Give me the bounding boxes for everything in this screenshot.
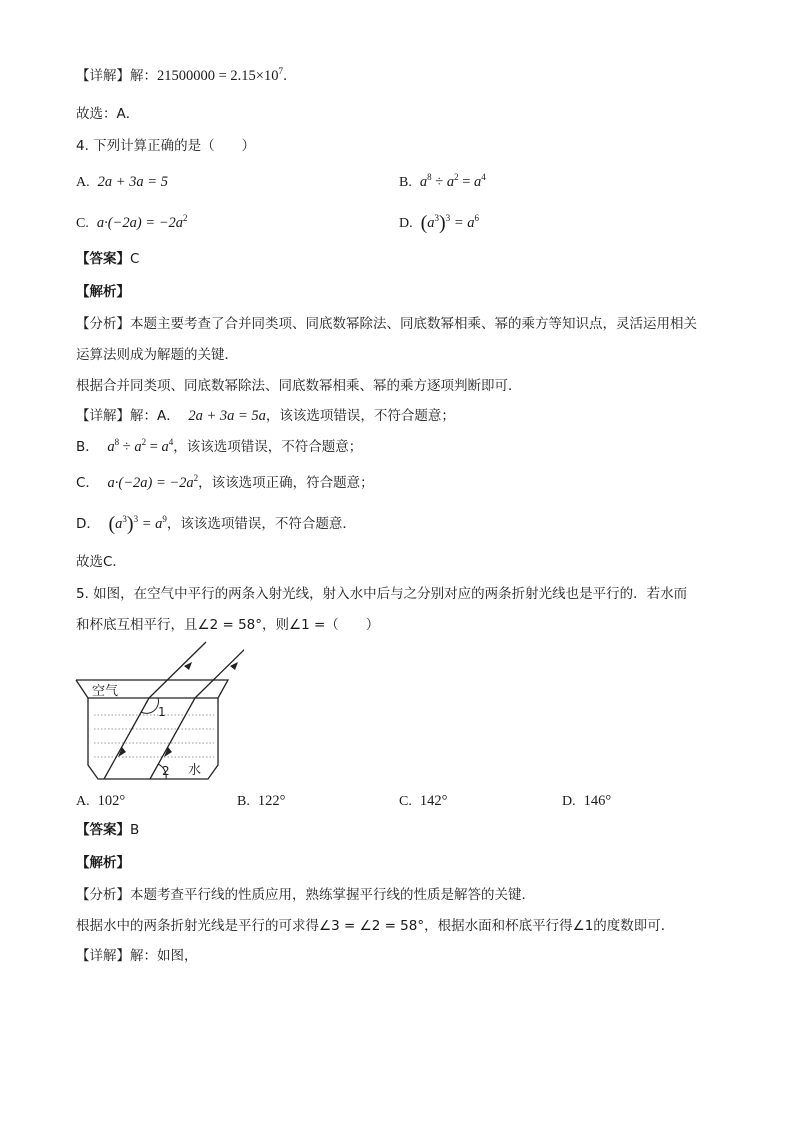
q4-option-b-eq: = [458,174,474,190]
q4-answer-value: C [130,251,140,267]
q4-detail-d-lparen: ( [108,513,116,535]
q5-option-b-label: B. [237,794,250,809]
q4-detail-d-inner-exp: 3 [122,514,127,524]
q5-option-a-value: 102° [97,793,126,809]
q4-detail-d-text: ，该该选项错误，不符合题意． [166,516,356,532]
q5-answer-tag: 【答案】 [76,822,130,838]
q5-option-d-value: 146° [583,793,612,809]
q3-choose: 故选：A． [76,106,140,122]
q4-option-c-label: C. [76,216,89,231]
q5-option-c[interactable] [399,790,447,813]
q4-detail-c-text: ，该该选项正确，符合题意； [198,475,374,491]
q4-option-b-exp1: 8 [427,172,432,182]
q4-option-b-label: B. [399,175,412,190]
q5-stem-2: 和杯底互相平行，且∠2 = 58°，则∠1 =（ ） [76,617,380,633]
q4-detail-b-eq: = [146,439,162,455]
q4-detail-b-exp3: 4 [168,437,174,447]
q5-analysis-1: 【分析】本题考查平行线的性质应用，熟练掌握平行线的性质是解答的关键． [76,887,535,903]
q4-option-c-exp: 2 [182,213,188,223]
angle-1-arc [141,698,158,713]
q4-detail-c [76,473,374,493]
incident-ray-1 [149,642,206,698]
q5-answer [76,820,139,840]
refracted-ray-1 [104,698,149,779]
q4-option-d-inner: a [427,215,435,231]
q4-detail-c-exp: 2 [193,473,199,483]
q4-detail-d-inner: a [115,516,123,532]
q4-detail-b-base1: a [107,439,115,455]
q5-answer-value: B [130,822,140,838]
q3-detail-expr: 21500000 = 2.15×10 [157,68,279,84]
air-label: 空气 [92,684,119,699]
q5-option-c-value: 142° [419,793,448,809]
q4-option-c[interactable] [76,212,187,235]
q5-analysis-tag-text: 【解析】 [76,855,130,871]
q4-option-b-base1: a [419,174,428,190]
q4-detail-b-op: ÷ [119,439,135,455]
q4-option-b-exp3: 4 [481,172,486,182]
q5-option-a[interactable] [76,790,125,813]
q5-option-d[interactable] [562,790,611,813]
q4-detail-a-text: ，该该选项错误，不符合题意； [265,408,455,424]
q4-analysis-1: 【分析】本题主要考查了合并同类项、同底数幂除法、同底数幂相乘、幂的乘方等知识点，灵活运用相关 [76,316,697,332]
q5-stem-1: 5. 如图，在空气中平行的两条入射光线，射入水中后与之分别对应的两条折射光线也是平行的．若水而 [76,586,688,602]
q4-stem: 4. 下列计算正确的是（ ） [76,138,256,154]
q4-detail-c-prefix: C． [76,475,99,491]
q4-detail-b-text: ，该该选项错误，不符合题意； [173,439,363,455]
q4-option-d[interactable] [399,212,479,235]
q4-detail-a-expr: 2a + 3a = 5a [188,408,266,424]
q4-detail-a-prefix: 【详解】解：A． [76,408,180,424]
q5-analysis-2: 根据水中的两条折射光线是平行的可求得∠3 = ∠2 = 58°，根据水面和杯底平行得∠1的度数即可． [76,918,675,934]
q4-detail-b [76,437,362,457]
q5-option-b-value: 122° [257,793,286,809]
q4-detail-d-rparen: ) [126,513,134,535]
q3-detail-line [76,66,296,86]
q4-detail-d-res-exp: 9 [162,514,167,524]
q4-option-a-label: A. [76,175,90,190]
q4-detail-b-exp2: 2 [141,437,147,447]
q4-option-d-rparen: ) [439,212,446,234]
q4-detail-c-expr: a·(−2a) = −2a [107,475,194,491]
q4-detail-b-prefix: B． [76,439,99,455]
q4-option-b[interactable] [399,171,486,194]
q4-choose: 故选C． [76,554,126,570]
q4-option-a[interactable] [76,171,168,194]
q4-option-d-outer-exp: 3 [445,213,451,223]
q4-analysis-2: 运算法则成为解题的关键． [76,347,238,363]
q4-option-d-res-exp: 6 [474,213,480,223]
q4-option-b-base2: a [446,174,455,190]
angle-1-label: 1 [158,705,166,719]
q4-detail-d [76,514,356,534]
q4-option-c-expr: a·(−2a) = −2a [96,215,183,231]
q4-option-d-label: D. [399,216,413,231]
q4-option-d-eq: = a [450,215,475,231]
q4-option-d-lparen: ( [420,212,428,234]
q4-detail-b-base3: a [161,439,169,455]
q5-option-d-label: D. [562,794,576,809]
q4-detail-b-base2: a [134,439,142,455]
q3-detail-tail: ． [282,68,297,84]
q4-analysis-3: 根据合并同类项、同底数幂除法、同底数幂相乘、幂的乘方逐项判断即可． [76,378,522,394]
q4-option-a-expr: 2a + 3a = 5 [97,174,168,190]
q5-option-c-label: C. [399,794,412,809]
q5-analysis-tag [76,853,130,873]
water-label: 水 [188,763,202,778]
q4-detail-b-exp1: 8 [114,437,120,447]
q4-answer [76,249,139,269]
q4-answer-tag: 【答案】 [76,251,130,267]
q3-detail-exp: 7 [278,66,283,76]
incident-ray-2 [195,642,244,698]
q4-option-b-base3: a [474,174,482,190]
q5-detail: 【详解】解：如图， [76,948,198,964]
q4-detail-d-prefix: D． [76,516,100,532]
angle-2-label: 2 [162,764,170,778]
q4-detail-a [76,406,455,426]
q4-detail-d-outer-exp: 3 [133,514,139,524]
q5-option-b[interactable] [237,790,285,813]
q5-figure [74,640,244,785]
q4-detail-d-eq: = a [138,516,163,532]
q4-analysis-tag [76,282,130,302]
q5-option-a-label: A. [76,794,90,809]
q4-analysis-tag-text: 【解析】 [76,284,130,300]
q4-option-b-exp2: 2 [454,172,459,182]
q4-option-d-inner-exp: 3 [434,213,440,223]
q3-detail-prefix: 【详解】解： [76,68,157,84]
q4-option-b-op: ÷ [431,174,447,190]
